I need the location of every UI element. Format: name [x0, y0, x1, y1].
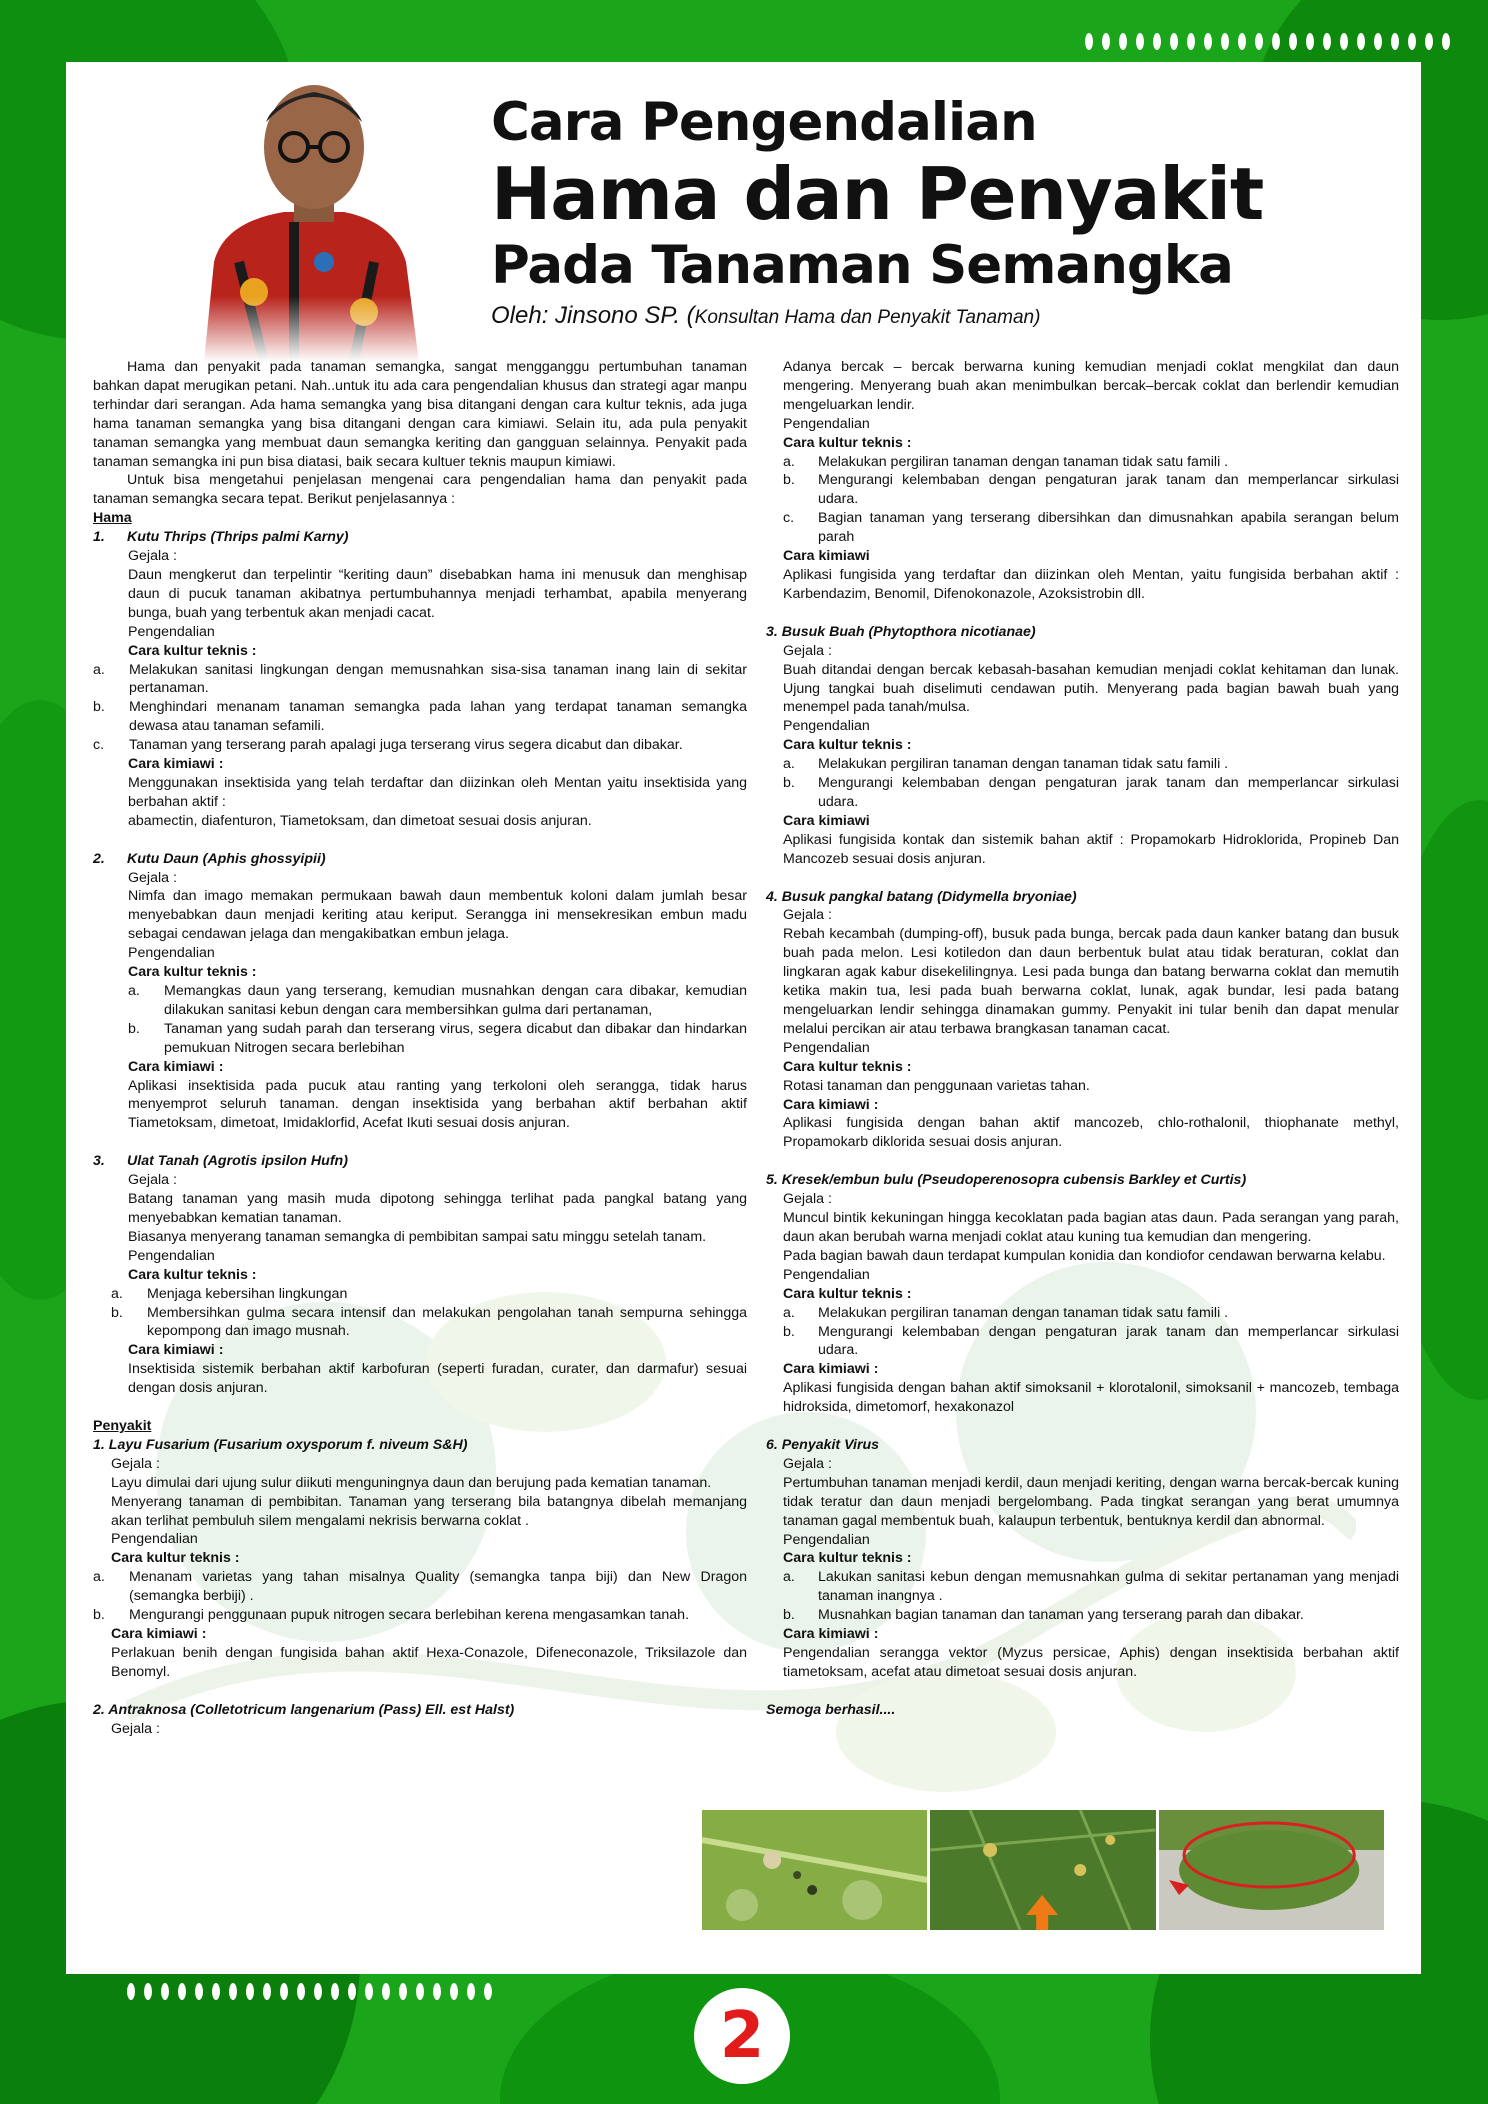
list-item: b. Mengurangi kelembaban dengan pengaturan jarak tanam dan memperlancar sirkulasi udara.: [783, 472, 1399, 508]
pest-3-body: [93, 1171, 747, 1284]
photo-aphids-on-leaf: [702, 1810, 927, 1930]
chemical-method-label: Cara kimiawi :: [783, 1096, 879, 1113]
chemical-method: [93, 1625, 747, 1682]
closing-text: Semoga berhasil....: [766, 1701, 896, 1718]
cultural-method-list: [93, 982, 747, 1058]
symptom-label: Gejala :: [783, 1455, 832, 1472]
list-item: a. Melakukan pergiliran tanaman dengan tanaman tidak satu famili .: [783, 453, 1229, 470]
control-label: Pengendalian: [783, 1266, 870, 1283]
control-label: Pengendalian: [111, 1531, 198, 1548]
symptom-label: Gejala :: [783, 642, 832, 659]
chemical-method-label: Cara kimiawi :: [783, 1361, 879, 1378]
pest-heading-2: 2. Kutu Daun (Aphis ghossyipii): [93, 850, 326, 867]
page-number: 2: [719, 1999, 765, 2073]
cultural-method-label: Cara kultur teknis :: [128, 1266, 257, 1283]
disease-heading-4: 4. Busuk pangkal batang (Didymella bryoniae): [766, 888, 1077, 905]
disease-4-body: [766, 906, 1399, 1152]
list-item: a. Melakukan sanitasi lingkungan dengan memusnahkan sisa-sisa tanaman inang lain di sekitar pertanaman.: [93, 661, 747, 697]
chemical-method-text: Aplikasi fungisida dengan bahan aktif simoksanil + klorotalonil, simoksanil + mancozeb, tembaga hidroksida, dimetomorf, hexakonazol: [783, 1380, 1399, 1416]
list-item: a. Lakukan sanitasi kebun dengan memusnahkan gulma di sekitar pertanaman yang menjadi tanaman inangnya .: [783, 1569, 1399, 1605]
disease-6-body: [766, 1455, 1399, 1568]
list-item: b. Menghindari menanam tanaman semangka pada lahan yang terdapat tanaman semangka dewasa atau tanaman sefamili.: [93, 699, 747, 735]
disease-heading-6: 6. Penyakit Virus: [766, 1437, 880, 1454]
chemical-method-text: Aplikasi fungisida yang terdaftar dan diizinkan oleh Mentan, yaitu fungisida berbahan aktif : Karbendazim, Benomil, Difenokonazole, Azoksistrobin dll.: [783, 566, 1399, 602]
symptom-label: Gejala :: [783, 1191, 832, 1208]
symptom-label: Gejala :: [128, 1172, 177, 1189]
cultural-method-label: Cara kultur teknis :: [783, 434, 912, 451]
intro-paragraph-1: Hama dan penyakit pada tanaman semangka, sangat mengganggu pertumbuhan tanaman bahkan dapat merugikan petani. Nah..untuk itu ada cara pengendalian khusus dan strategi agar manpu terhindar dari serangan. Ada hama semangka yang bisa ditangani dengan cara kultur teknis, ada juga hama tanaman semangka yang bisa ditangani dengan cara kimiawi. Selain itu, ada pula penyakit tanaman semangka yang membuat daun semangka keriting dan gangguan selainnya. Penyakit pada tanaman semangka ini pun bisa diatasi, baik secara kultuer teknis maupun kimiawi.: [93, 359, 747, 470]
chemical-method-label: Cara kimiawi :: [128, 756, 224, 773]
list-item: a. Melakukan pergiliran tanaman dengan tanaman tidak satu famili .: [783, 756, 1229, 773]
cultural-method-label: Cara kultur teknis :: [783, 1058, 912, 1075]
title-line-3: Pada Tanaman Semangka: [491, 235, 1233, 296]
list-item: c. Tanaman yang terserang parah apalagi juga terserang virus segera dicabut dan dibakar.: [93, 737, 683, 754]
chemical-method-text: Aplikasi fungisida dengan bahan aktif mancozeb, chlo-rothalonil, thiophanate methyl, Propamokarb diklorida sesuai dosis anjuran.: [783, 1115, 1399, 1151]
symptom-text: Nimfa dan imago memakan permukaan bawah daun membentuk koloni dalam jumlah besar menyebabkan daun menjadi keriting atau keriput. Serangga ini mensekresikan embun madu sebagai cendawan jelaga dan mengakibatkan embun jelaga.: [128, 888, 747, 943]
control-label: Pengendalian: [783, 1531, 870, 1548]
cultural-method-list: [766, 755, 1399, 812]
symptom-label: Gejala :: [111, 1455, 160, 1472]
cultural-method-list: [93, 1568, 747, 1625]
left-column: [93, 358, 747, 1739]
symptom-text: Daun mengkerut dan terpelintir “keriting daun” disebabkan hama ini menusuk dan menghisap daun di pucuk tanaman akibatnya pertumbuhannya menjadi terhambat, apabila menyerang bunga, buah yang terbentuk akan menjadi cacat.: [128, 566, 747, 621]
chemical-method: [766, 812, 1399, 869]
symptom-label: Gejala :: [128, 548, 177, 565]
symptom-text-2: Menyerang tanaman di pembibitan. Tanaman yang terserang bila batangnya dibelah memanjang akan terlihat pembuluh silem mengalami nekrisis berwarna coklat .: [111, 1493, 747, 1529]
symptom-text: Batang tanaman yang masih muda dipotong sehingga terlihat pada pangkal batang yang menyebabkan kematian tanaman.: [128, 1191, 747, 1226]
chemical-method-label: Cara kimiawi: [783, 548, 870, 565]
photo-leaf-spots: [930, 1810, 1155, 1930]
symptom-text: Rebah kecambah (dumping-off), busuk pada bunga, bercak pada daun kanker batang dan busuk buah pada melon. Lesi kotiledon dan daun berbentuk bulat atau tidak beraturan, coklat dan lingkaran agak kabur disekelilingnya. Lesi pada bunga dan batang berwarna coklat dan memutih ketika makin tua, lesi pada buah berwarna coklat, lunak, agak bundar, lesi pada batang mengeluarkan lendir sehingga dinamakan gummy. Penyakit ini tular benih dan dapat menular melalui percikan air atau terbawa brangkasan tanaman cacat.: [783, 926, 1399, 1037]
control-label: Pengendalian: [128, 1247, 215, 1264]
pest-heading-1: 1. Kutu Thrips (Thrips palmi Karny): [93, 529, 349, 546]
cultural-method-label: Cara kultur teknis :: [128, 642, 257, 659]
chemical-method-text: Pengendalian serangga vektor (Myzus persicae, Aphis) dengan insektisida berbahan aktif tiametoksam, acefat atau dimetoat sesuai dosis anjuran.: [783, 1645, 1399, 1680]
intro-paragraph-2: Untuk bisa mengetahui penjelasan mengenai cara pengendalian hama dan penyakit pada tanaman semangka secara tepat. Berikut penjelasannya :: [93, 472, 747, 508]
symptom-label: Gejala :: [128, 869, 177, 886]
cultural-method-list: [766, 1304, 1399, 1361]
chemical-method-label: Cara kimiawi: [783, 812, 870, 829]
section-heading-hama: Hama: [93, 510, 132, 527]
symptom-text: Pertumbuhan tanaman menjadi kerdil, daun menjadi keriting, dengan warna bercak-bercak kuning tidak teratur dan daun menjadi bergelombang. Pada tingkat serangan yang berat umumnya tanaman gagal membentuk buah, kalaupun terbentuk, bentuknya kerdil dan abnormal.: [783, 1474, 1399, 1529]
chemical-method-text: Insektisida sistemik berbahan aktif karbofuran (seperti furadan, curater, dan darmafur) sesuai dengan dosis anjuran.: [128, 1361, 747, 1397]
cultural-method-label: Cara kultur teknis :: [111, 1550, 240, 1567]
chemical-method: [93, 1058, 747, 1134]
cultural-method-label: Cara kultur teknis :: [783, 737, 912, 754]
chemical-method: [766, 1360, 1399, 1417]
byline-role: Konsultan Hama dan Penyakit Tanaman): [694, 307, 1041, 328]
list-item: a. Menanam varietas yang tahan misalnya Quality (semangka tanpa biji) dan New Dragon (semangka berbiji) .: [93, 1569, 747, 1605]
symptom-text: Muncul bintik kekuningan hingga kecoklatan pada bagian atas daun. Pada serangan yang parah, daun akan berubah warna menjadi coklat atau kuning tua kemudian dan mengering.: [783, 1210, 1399, 1245]
symptom-label: Gejala :: [783, 907, 832, 924]
byline: [491, 302, 1040, 330]
cultural-method-label: Cara kultur teknis :: [128, 964, 257, 981]
disease-3-body: [766, 642, 1399, 755]
decorative-dots-bottom: [127, 1983, 492, 2000]
symptom-text: Layu dimulai dari ujung sulur diikuti menguningnya daun dan berujung pada kematian tanaman.: [111, 1474, 712, 1491]
symptom-text-2: Biasanya menyerang tanaman semangka di pembibitan sampai satu minggu setelah tanam.: [128, 1228, 707, 1245]
list-item: b. Membersihkan gulma secara intensif dan melakukan pengolahan tanah sempurna sehingga kepompong dan imago musnah.: [111, 1304, 747, 1340]
article-title: [491, 92, 1351, 298]
cultural-method-list: [93, 661, 747, 756]
cultural-method-text: Rotasi tanaman dan penggunaan varietas tahan.: [783, 1077, 1090, 1094]
title-line-1: Cara Pengendalian: [491, 92, 1037, 153]
chemical-method-label: Cara kimiawi :: [128, 1342, 224, 1359]
chemical-method: [766, 547, 1399, 604]
list-item: a. Menjaga kebersihan lingkungan: [111, 1285, 348, 1302]
list-item: b. Mengurangi kelembaban dengan pengaturan jarak tanam dan memperlancar sirkulasi udara.: [783, 1323, 1399, 1359]
chemical-method: [766, 1625, 1399, 1682]
chemical-method-text-2: abamectin, diafenturon, Tiametoksam, dan dimetoat sesuai dosis anjuran.: [128, 812, 592, 829]
control-label: Pengendalian: [783, 718, 870, 735]
disease-heading-2: 2. Antraknosa (Colletotricum langenarium (Pass) Ell. est Halst): [93, 1701, 515, 1718]
author-photo: [144, 62, 474, 362]
list-item: b. Musnahkan bagian tanaman dan tanaman yang terserang parah dan dibakar.: [783, 1607, 1304, 1624]
page-number-badge: [694, 1988, 790, 2084]
chemical-method-label: Cara kimiawi :: [783, 1626, 879, 1643]
byline-author: Oleh: Jinsono SP. (: [491, 302, 695, 329]
control-label: Pengendalian: [783, 415, 870, 432]
title-line-2: Hama dan Penyakit: [491, 152, 1264, 236]
chemical-method-label: Cara kimiawi :: [111, 1626, 207, 1642]
pest-heading-3: 3. Ulat Tanah (Agrotis ipsilon Hufn): [93, 1153, 348, 1170]
chemical-method: [93, 1341, 747, 1398]
symptom-text: Adanya bercak – bercak berwarna kuning kemudian menjadi coklat mengkilat dan daun mengering. Menyerang buah akan menimbulkan bercak–bercak coklat dan berlendir kemudian mengeluarkan lendir.: [783, 359, 1399, 413]
symptom-label: Gejala :: [111, 1720, 160, 1737]
chemical-method-text: Aplikasi fungisida kontak dan sistemik bahan aktif : Propamokarb Hidroklorida, Propineb Dan Mancozeb sesuai dosis anjuran.: [783, 831, 1399, 867]
disease-5-body: [766, 1190, 1399, 1303]
cultural-method-list: [766, 1568, 1399, 1625]
photo-strip: [702, 1810, 1384, 1930]
list-item: c. Bagian tanaman yang terserang dibersihkan dan dimusnahkan apabila serangan belum parah: [783, 510, 1399, 546]
cultural-method-list: [766, 453, 1399, 548]
pest-2-body: [93, 869, 747, 982]
list-item: b. Tanaman yang sudah parah dan terserang virus, segera dicabut dan dibakar dan hindarkan pemukuan Nitrogen secara berlebihan: [128, 1020, 747, 1056]
chemical-method-text: Menggunakan insektisida yang telah terdaftar dan diizinkan oleh Mentan yaitu insektisida yang berbahan aktif :: [128, 774, 747, 810]
photo-wilted-plant: [1159, 1810, 1384, 1930]
cultural-method-label: Cara kultur teknis :: [783, 1550, 912, 1567]
symptom-text: Buah ditandai dengan bercak kebasah-basahan kemudian menjadi coklat kehitaman dan lunak. Ujung tangkai buah diselimuti cendawan putih. Menyerang pada bagian bawah buah yang menempel pada tanah/mulsa.: [783, 661, 1399, 716]
list-item: b. Mengurangi penggunaan pupuk nitrogen secara berlebihan kerena mengasamkan tanah.: [93, 1607, 690, 1624]
disease-heading-1: 1. Layu Fusarium (Fusarium oxysporum f. niveum S&H): [93, 1436, 468, 1453]
article-page: [66, 62, 1421, 1974]
control-label: Pengendalian: [128, 623, 215, 640]
control-label: Pengendalian: [128, 945, 215, 962]
chemical-method-text: Perlakuan benih dengan fungisida bahan aktif Hexa-Conazole, Difeneconazole, Triksilazole dan Benomyl.: [111, 1644, 747, 1680]
decorative-dots-top: [1085, 33, 1450, 50]
disease-2-continued: [766, 358, 1399, 453]
right-column: [766, 358, 1399, 1720]
chemical-method-label: Cara kimiawi :: [128, 1058, 224, 1075]
cultural-method-list: [93, 1285, 747, 1342]
pest-1-body: [93, 547, 747, 660]
symptom-text-2: Pada bagian bawah daun terdapat kumpulan konidia dan kondiofor cendawan berwarna kelabu.: [783, 1247, 1386, 1264]
list-item: b. Mengurangi kelembaban dengan pengaturan jarak tanam dan memperlancar sirkulasi udara.: [783, 775, 1399, 810]
control-label: Pengendalian: [783, 1039, 870, 1056]
disease-heading-5: 5. Kresek/embun bulu (Pseudoperenosopra cubensis Barkley et Curtis): [766, 1172, 1247, 1189]
section-heading-penyakit: Penyakit: [93, 1418, 152, 1435]
chemical-method-text: Aplikasi insektisida pada pucuk atau ranting yang terkoloni oleh serangga, tidak harus menyemprot seluruh tanaman. dengan insektisida yang berbahan aktif berbahan aktif Tiametoksam, dimetoat, Imidaklorfid, Acefat Ikuti sesuai dosis anjuran.: [128, 1077, 747, 1132]
cultural-method-label: Cara kultur teknis :: [783, 1285, 912, 1302]
disease-2-body: [93, 1720, 747, 1739]
list-item: a. Memangkas daun yang terserang, kemudian musnahkan dengan cara dibakar, kemudian dilakukan sanitasi kebun dengan cara membersihkan gulma dari pertanaman,: [128, 983, 747, 1018]
chemical-method: [93, 755, 747, 831]
disease-1-body: [93, 1455, 747, 1568]
list-item: a. Melakukan pergiliran tanaman dengan tanaman tidak satu famili .: [783, 1304, 1229, 1321]
disease-heading-3: 3. Busuk Buah (Phytopthora nicotianae): [766, 623, 1036, 640]
